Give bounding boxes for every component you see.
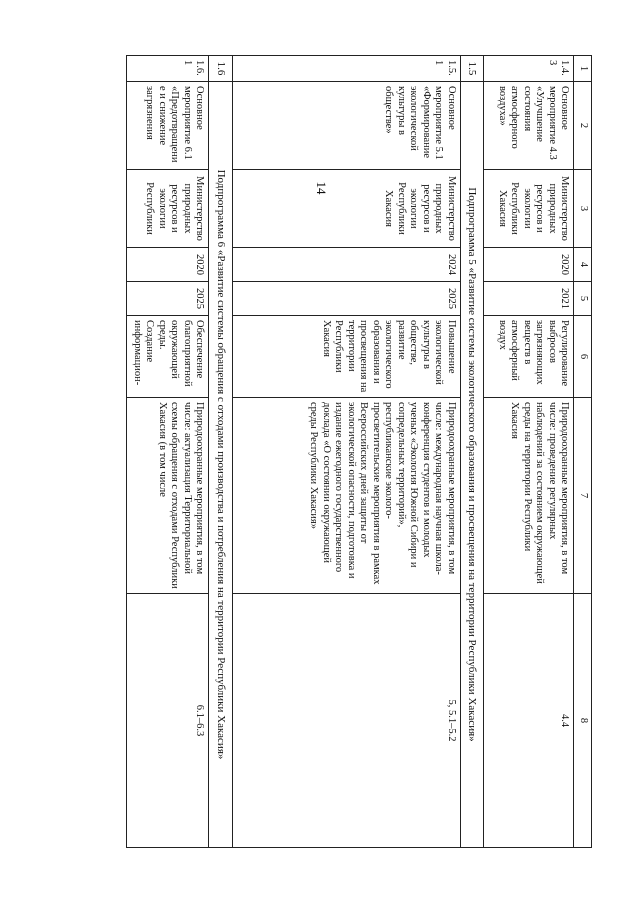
table-row — [233, 56, 461, 848]
header-cell: 1 — [574, 56, 592, 82]
subprogram-title: Подпрограмма 6 «Развитие системы обращения с отходами производства и потребления на территории Республики Хакасия» — [209, 82, 233, 848]
end-year: 2025 — [233, 282, 461, 316]
start-year: 2020 — [484, 248, 574, 282]
executor: Министерство природных ресурсов и экологии Республики Хакасия — [484, 170, 574, 248]
subprogram-row — [461, 56, 485, 848]
header-cell: 8 — [574, 594, 592, 848]
executor: Министерство природных ресурсов и экологии Республики — [127, 170, 209, 248]
row-number: 1.4.3 — [484, 56, 574, 82]
subprogram-row — [209, 56, 233, 848]
expected-result: Регулирование выбросов загрязняющих веществ в атмосферный воздух — [484, 316, 574, 398]
page-number: 14 — [314, 181, 329, 195]
indicator-link: 4.4 — [484, 594, 574, 848]
header-cell: 4 — [574, 248, 592, 282]
header-cell: 6 — [574, 316, 592, 398]
expected-result: Обеспечение благоприятной окружающей среды. Создание информацион- — [127, 316, 209, 398]
table-row — [484, 56, 574, 848]
row-number: 1.5 — [461, 56, 485, 82]
header-cell: 3 — [574, 170, 592, 248]
measure-name: Основное мероприятие 4.3 «Улучшение состояния атмосферного воздуха» — [484, 82, 574, 170]
indicator-link: 5, 5.1–5.2 — [233, 594, 461, 848]
executor: Министерство природных ресурсов и экологии Республики Хакасия — [233, 170, 461, 248]
header-row — [574, 56, 592, 848]
activities: Природоохранные мероприятия, в том числе: международная научная школа-конференция студентов и молодых ученых «Экология Южной Сибири и сопредельных территорий», республиканские эколого-просветительские мероприятия в рамках Всероссийских дней защиты от экологической опасности, подготовка и издание ежегодного государственного доклада «О состоянии окружающей среды Республики Хакасия» — [233, 398, 461, 594]
rotated-table-page — [92, 55, 592, 847]
header-cell: 5 — [574, 282, 592, 316]
end-year: 2025 — [127, 282, 209, 316]
measure-name: Основное мероприятие 5.1 «Формирование экологической культуры в обществе» — [233, 82, 461, 170]
start-year: 2020 — [127, 248, 209, 282]
row-number: 1.6.1 — [127, 56, 209, 82]
row-number: 1.5.1 — [233, 56, 461, 82]
activities: Природоохранные мероприятия, в том числе: проведение регулярных наблюдений за состоянием окружающей среды на территории Республики Хакасия — [484, 398, 574, 594]
row-number: 1.6 — [209, 56, 233, 82]
start-year: 2024 — [233, 248, 461, 282]
header-cell: 7 — [574, 398, 592, 594]
measure-name: Основное мероприятие 6.1 «Предотвращение и снижение загрязнения — [127, 82, 209, 170]
indicator-link: 6.1–6.3 — [127, 594, 209, 848]
table-row — [127, 56, 209, 848]
end-year: 2021 — [484, 282, 574, 316]
subprogram-title: Подпрограмма 5 «Развитие системы экологического образования и просвещения на территории Республики Хакасия» — [461, 82, 485, 848]
program-table — [127, 55, 593, 848]
expected-result: Повышение экологической культуры в обществе, развитие экологического образования и просвещения на территории Республики Хакасия — [233, 316, 461, 398]
activities: Природоохранные мероприятия, в том числе: актуализация Территориальной схемы обращения с отходами Республики Хакасия (в том числе — [127, 398, 209, 594]
header-cell: 2 — [574, 82, 592, 170]
